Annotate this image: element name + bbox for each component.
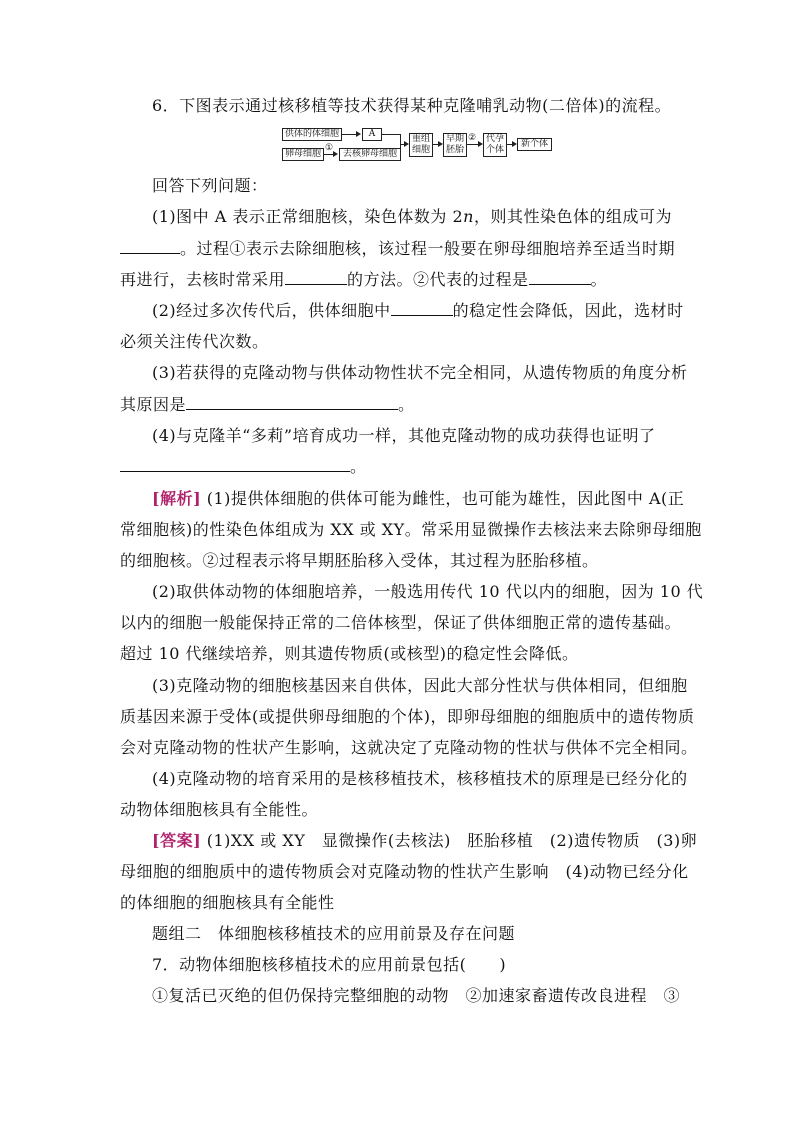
answer-prompt: 回答下列问题： bbox=[152, 176, 268, 195]
question-6-part-1: (1)图中 A 表示正常细胞核，染色体数为 2n，则其性染色体的组成可为 bbox=[152, 207, 672, 226]
question-6-part-1-cont: 再进行，去核时常采用 的方法。②代表的过程是 。 bbox=[120, 270, 608, 289]
analysis-part-1: [解析] (1)提供体细胞的供体可能为雌性，也可能为雄性，因此图中 A(正 bbox=[152, 489, 685, 508]
egg-cell-box: 卵母细胞 bbox=[282, 148, 324, 161]
step-2-label: ② bbox=[468, 133, 477, 143]
group-2-title: 题组二 体细胞核移植技术的应用前景及存在问题 bbox=[152, 924, 516, 943]
arrow-icon bbox=[356, 131, 361, 137]
question-6-part-1-cont: 。过程①表示去除细胞核，该过程一般要在卵母细胞培养至适当时期 bbox=[120, 239, 680, 259]
answer-blank[interactable] bbox=[529, 270, 591, 285]
answer-blank[interactable] bbox=[186, 395, 398, 410]
enucleated-egg-box: 去核卵母细胞 bbox=[339, 148, 401, 161]
analysis-part-3-cont: 质基因来源于受体(或提供卵母细胞的个体)，即卵母细胞的细胞质中的遗传物质 bbox=[120, 707, 695, 726]
analysis-part-3: (3)克隆动物的细胞核基因来自供体，因此大部分性状与供体相同，但细胞 bbox=[152, 676, 688, 695]
question-6-title: 6．下图表示通过核移植等技术获得某种克隆哺乳动物(二倍体)的流程。 bbox=[152, 96, 672, 115]
analysis-part-1-cont: 常细胞核)的性染色体组成为 XX 或 XY。常采用显微操作去核法来去除卵母细胞 bbox=[120, 520, 702, 539]
analysis-tag: [解析] bbox=[152, 489, 202, 508]
analysis-part-4-cont: 动物体细胞核具有全能性。 bbox=[120, 800, 319, 819]
question-6-part-4: (4)与克隆羊“多莉”培育成功一样，其他克隆动物的成功获得也证明了 bbox=[152, 426, 656, 445]
question-7-title: 7．动物体细胞核移植技术的应用前景包括( ) bbox=[152, 955, 507, 974]
new-individual-box: 新个体 bbox=[517, 138, 552, 151]
answer-line-cont: 的体细胞的细胞核具有全能性 bbox=[120, 893, 335, 912]
reconstructed-cell-box: 重组 细胞 bbox=[409, 133, 433, 157]
analysis-part-2-cont: 以内的细胞一般能保持正常的二倍体核型，保证了供体细胞正常的遗传基础。 bbox=[120, 613, 682, 632]
analysis-part-3-cont: 会对克隆动物的性状产生影响，这就决定了克隆动物的性状与供体不完全相同。 bbox=[120, 738, 698, 757]
nucleus-a-box: A bbox=[362, 128, 382, 141]
answer-blank[interactable] bbox=[120, 457, 350, 472]
answer-tag: [答案] bbox=[152, 831, 202, 850]
question-6-part-3-cont: 其原因是 。 bbox=[120, 395, 415, 414]
donor-cell-box: 供体的体细胞 bbox=[282, 128, 342, 141]
arrow-line bbox=[466, 144, 478, 145]
answer-blank[interactable] bbox=[391, 301, 453, 316]
answer-blank[interactable] bbox=[120, 239, 180, 254]
analysis-part-1-cont: 的细胞核。②过程表示将早期胚胎移入受体，其过程为胚胎移植。 bbox=[120, 551, 599, 570]
analysis-part-2: (2)取供体动物的体细胞培养，一般选用传代 10 代以内的细胞，因为 10 代 bbox=[152, 582, 704, 601]
merge-line bbox=[381, 134, 400, 135]
answer-blank[interactable] bbox=[285, 270, 347, 285]
analysis-part-4: (4)克隆动物的培育采用的是核移植技术，核移植技术的原理是已经分化的 bbox=[152, 769, 688, 788]
arrow-line bbox=[341, 134, 356, 135]
question-6-part-3: (3)若获得的克隆动物与供体动物性状不完全相同，从遗传物质的角度分析 bbox=[152, 363, 688, 382]
early-embryo-box: 早期 胚胎 bbox=[443, 133, 467, 157]
cloning-flow-diagram bbox=[282, 126, 552, 162]
question-7-options: ①复活已灭绝的但仍保持完整细胞的动物 ②加速家畜遗传改良进程 ③ bbox=[152, 986, 681, 1005]
analysis-part-2-cont: 超过 10 代继续培养，则其遗传物质(或核型)的稳定性会降低。 bbox=[120, 644, 579, 663]
question-6-part-4-cont: 。 bbox=[120, 457, 680, 477]
arrow-icon bbox=[333, 151, 338, 157]
question-6-part-2: (2)经过多次传代后，供体细胞中 的稳定性会降低，因此，选材时 bbox=[152, 301, 684, 320]
question-6-part-2-cont: 必须关注传代次数。 bbox=[120, 332, 269, 351]
surrogate-box: 代孕 个体 bbox=[483, 133, 507, 157]
step-1-label: ① bbox=[325, 143, 334, 153]
answer-line: [答案] (1)XX 或 XY 显微操作(去核法) 胚胎移植 (2)遗传物质 (3)卵 bbox=[152, 831, 698, 850]
answer-line-cont: 母细胞的细胞质中的遗传物质会对克隆动物的性状产生影响 (4)动物已经分化 bbox=[120, 862, 689, 881]
